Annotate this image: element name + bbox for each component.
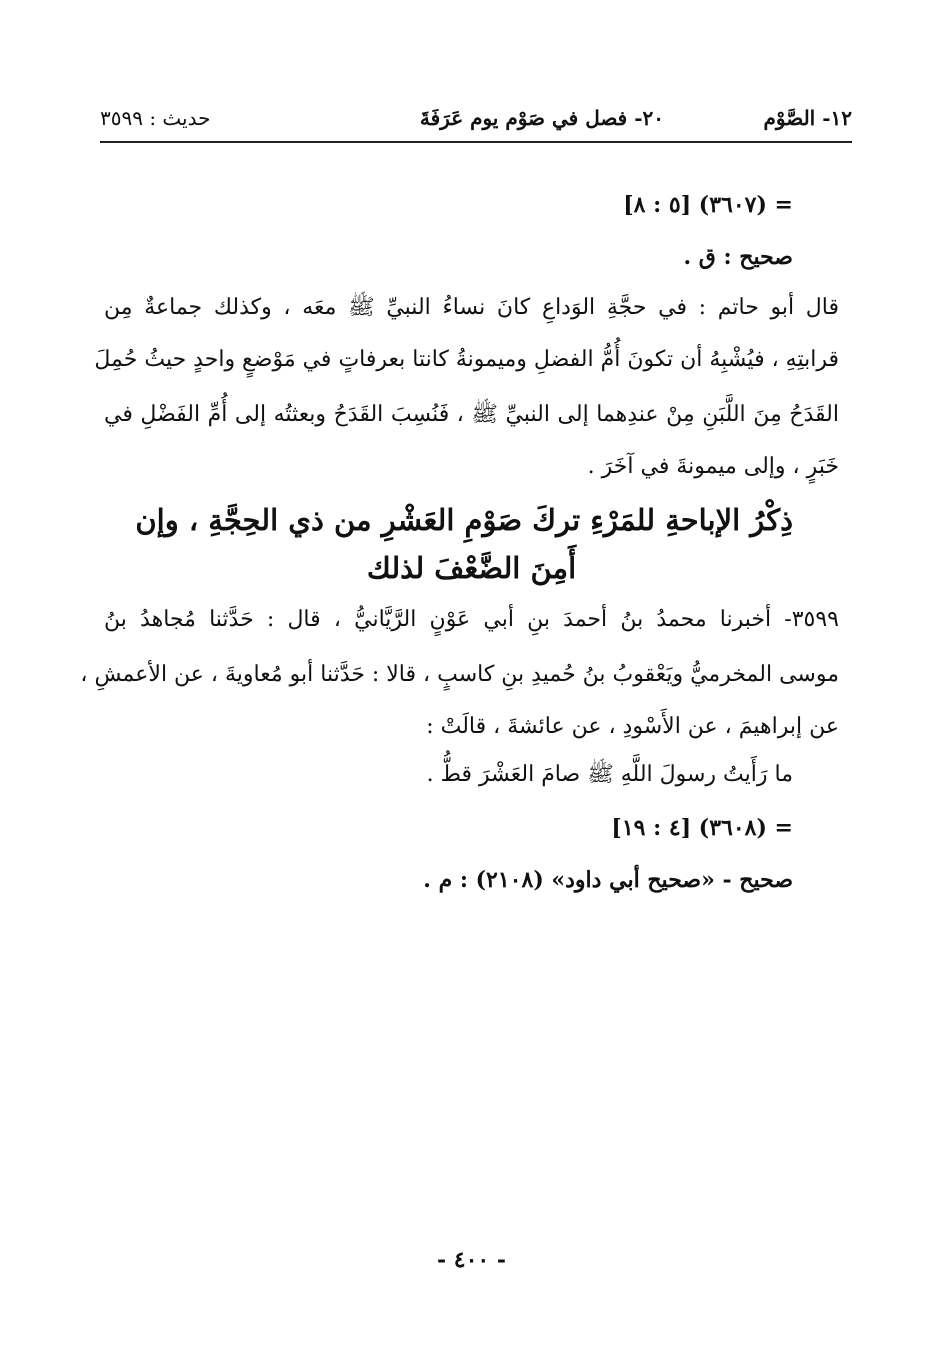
grading-line-2: صحيح - «صحيح أبي داود» (٢١٠٨) : م .	[423, 867, 793, 893]
cross-reference-2: = (٣٦٠٨) [٤ : ١٩]	[611, 815, 793, 841]
commentary-line-1: قال أبو حاتم : في حجَّةِ الوَداعِ كانَ نساءُ النبيِّ ﷺ معَه ، وكذلك جماعةٌ مِن	[104, 295, 839, 320]
page-number: - ٤٠٠ -	[436, 1247, 507, 1273]
chapter-title: ١٢- الصَّوْم	[763, 106, 852, 130]
isnad-line-1: ٣٥٩٩- أخبرنا محمدُ بنُ أحمدَ بنِ أبي عَوْنٍ الرَّيَّانيُّ ، قال : حَدَّثنا مُجاهدُ بنُ	[104, 607, 839, 632]
isnad-line-2: موسى المخرميُّ ويَعْقوبُ بنُ حُميدِ بنِ كاسبٍ ، قالا : حَدَّثنا أبو مُعاويةَ ، عن الأعمشِ ،	[80, 662, 839, 687]
hadith-reference: حديث : ٣٥٩٩	[100, 106, 211, 130]
grading-line: صحيح : ق .	[683, 244, 793, 270]
commentary-line-4: خَبَرٍ ، وإلى ميمونةَ في آخَرَ .	[587, 454, 839, 479]
cross-reference: = (٣٦٠٧) [٥ : ٨]	[623, 192, 793, 218]
header-divider	[100, 141, 852, 143]
isnad-line-3: عن إبراهيمَ ، عن الأَسْودِ ، عن عائشةَ ، قالَتْ :	[426, 714, 839, 739]
commentary-line-2: قرابتِهِ ، فيُشْبِهُ أن تكونَ أُمُّ الفضلِ وميمونةُ كانتا بعرفاتٍ في مَوْضعٍ واحدٍ حيثُ حُمِلَ	[94, 347, 839, 372]
running-header	[100, 100, 852, 140]
commentary-line-3: القَدَحُ مِنَ اللَّبَنِ مِنْ عندِهما إلى النبيِّ ﷺ ، فَنُسِبَ القَدَحُ وبعثتُه إلى أُمِّ الفَضْلِ في	[104, 402, 839, 427]
chapter-heading-line-1: ذِكْرُ الإباحةِ للمَرْءِ تركَ صَوْمِ العَشْرِ من ذي الحِجَّةِ ، وإن	[135, 503, 793, 537]
chapter-heading-line-2: أَمِنَ الضَّعْفَ لذلك	[366, 551, 577, 585]
hadith-text: ما رَأَيتُ رسولَ اللَّهِ ﷺ صامَ العَشْرَ قطُّ .	[426, 762, 793, 787]
section-title: ٢٠- فصل في صَوْم يوم عَرَفَةَ	[419, 106, 664, 130]
